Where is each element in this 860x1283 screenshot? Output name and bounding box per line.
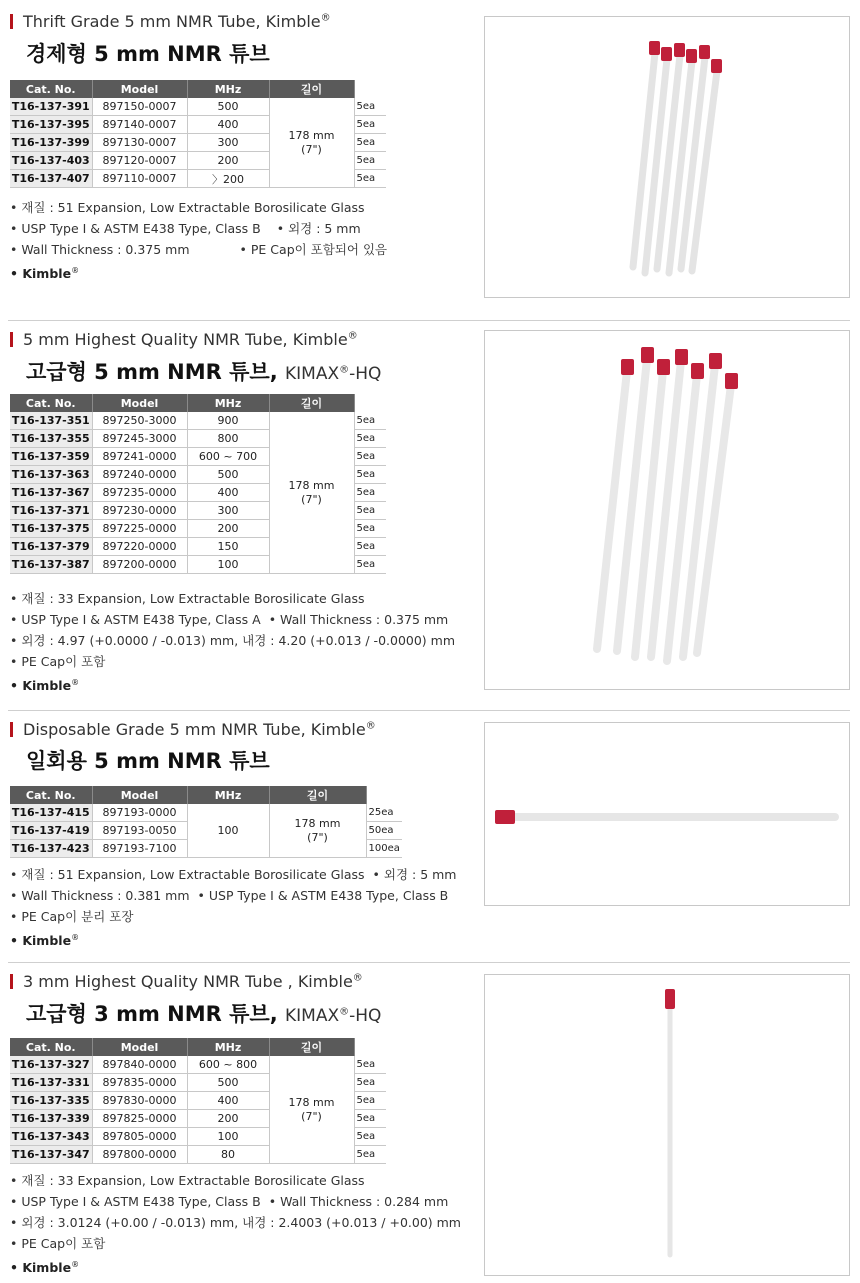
header-cat: Cat. No.: [10, 786, 92, 804]
section2-product-image: [484, 330, 850, 690]
nmr-tube-illustration: [485, 723, 849, 905]
qty: 5ea: [354, 1092, 386, 1110]
mhz: 100: [187, 804, 269, 858]
model: 897240-0000: [92, 466, 187, 484]
section1-title-en: Thrift Grade 5 mm NMR Tube, Kimble®: [10, 12, 331, 31]
section4-table: [10, 1038, 386, 1164]
model: 897200-0000: [92, 556, 187, 574]
cat-no: T16-137-375: [10, 520, 92, 538]
model: 897235-0000: [92, 484, 187, 502]
section1-specs: [10, 197, 387, 281]
cat-no: T16-137-391: [10, 98, 92, 116]
header-model: Model: [92, 80, 187, 98]
model: 897220-0000: [92, 538, 187, 556]
section2-table: [10, 394, 386, 574]
header-mhz: MHz: [187, 80, 269, 98]
model: 897241-0000: [92, 448, 187, 466]
cat-no: T16-137-387: [10, 556, 92, 574]
header-cat: Cat. No.: [10, 80, 92, 98]
qty: 5ea: [354, 466, 386, 484]
length-cell: 178 mm (7"): [269, 804, 366, 858]
mhz: 100: [187, 1128, 269, 1146]
mhz: 〉200: [187, 170, 269, 188]
model: 897250-3000: [92, 412, 187, 430]
header-model: Model: [92, 394, 187, 412]
cat-no: T16-137-371: [10, 502, 92, 520]
mhz: 600 ~ 700: [187, 448, 269, 466]
header-mhz: MHz: [187, 394, 269, 412]
header-length: 길이: [269, 786, 366, 804]
spec-line: • PE Cap이 포함: [10, 654, 106, 669]
qty: 5ea: [354, 430, 386, 448]
model: 897800-0000: [92, 1146, 187, 1164]
title-marker: [10, 974, 13, 989]
section2-title-ko: 고급형 5 mm NMR 튜브, KIMAX®-HQ: [26, 360, 382, 384]
qty: 5ea: [354, 520, 386, 538]
mhz: 200: [187, 152, 269, 170]
qty: 100ea: [366, 840, 402, 858]
cat-no: T16-137-423: [10, 840, 92, 858]
model: 897193-7100: [92, 840, 187, 858]
cat-no: T16-137-351: [10, 412, 92, 430]
table-row: [10, 1056, 386, 1074]
header-model: Model: [92, 1038, 187, 1056]
mhz: 900: [187, 412, 269, 430]
table-header-row: [10, 1038, 386, 1056]
header-model: Model: [92, 786, 187, 804]
brand-line: • Kimble®: [10, 933, 80, 949]
nmr-tubes-illustration: [485, 331, 849, 689]
cat-no: T16-137-367: [10, 484, 92, 502]
brand-line: • Kimble®: [10, 266, 80, 282]
model: 897245-3000: [92, 430, 187, 448]
cat-no: T16-137-379: [10, 538, 92, 556]
section1-table: [10, 80, 386, 188]
mhz: 200: [187, 520, 269, 538]
title-marker: [10, 332, 13, 347]
length-cell: 178 mm (7"): [269, 412, 354, 574]
spec-line: • USP Type Ⅰ & ASTM E438 Type, Class B • Wall Thickness : 0.284 mm: [10, 1194, 449, 1209]
mhz: 300: [187, 134, 269, 152]
model: 897150-0007: [92, 98, 187, 116]
qty: 5ea: [354, 1146, 386, 1164]
spec-line: • 재질 : 51 Expansion, Low Extractable Borosilicate Glass: [10, 200, 365, 215]
table-header-row: [10, 394, 386, 412]
cat-no: T16-137-395: [10, 116, 92, 134]
model: 897130-0007: [92, 134, 187, 152]
header-cat: Cat. No.: [10, 1038, 92, 1056]
cat-no: T16-137-343: [10, 1128, 92, 1146]
spec-line: • PE Cap이 포함: [10, 1236, 106, 1251]
qty: 5ea: [354, 1128, 386, 1146]
title-marker: [10, 722, 13, 737]
qty: 5ea: [354, 412, 386, 430]
spec-line: • 외경 : 3.0124 (+0.00 / -0.013) mm, 내경 : 2.4003 (+0.013 / +0.00) mm: [10, 1215, 461, 1230]
section1-title-ko: 경제형 5 mm NMR 튜브: [26, 42, 270, 66]
mhz: 400: [187, 1092, 269, 1110]
qty: 5ea: [354, 556, 386, 574]
spec-line: • 재질 : 51 Expansion, Low Extractable Borosilicate Glass • 외경 : 5 mm: [10, 867, 457, 882]
table-row: [10, 412, 386, 430]
qty: 5ea: [354, 1074, 386, 1092]
brand-line: • Kimble®: [10, 678, 80, 694]
model: 897193-0000: [92, 804, 187, 822]
mhz: 500: [187, 98, 269, 116]
header-mhz: MHz: [187, 786, 269, 804]
qty: 5ea: [354, 448, 386, 466]
cat-no: T16-137-327: [10, 1056, 92, 1074]
mhz: 500: [187, 1074, 269, 1092]
cat-no: T16-137-403: [10, 152, 92, 170]
section-divider: [8, 320, 850, 321]
qty: 5ea: [354, 1056, 386, 1074]
spec-line: • USP Type Ⅰ & ASTM E438 Type, Class A • Wall Thickness : 0.375 mm: [10, 612, 449, 627]
mhz: 400: [187, 484, 269, 502]
cat-no: T16-137-331: [10, 1074, 92, 1092]
section3-table: [10, 786, 402, 858]
spec-line: • Wall Thickness : 0.381 mm • USP Type Ⅰ & ASTM E438 Type, Class B: [10, 888, 449, 903]
mhz: 80: [187, 1146, 269, 1164]
mhz: 200: [187, 1110, 269, 1128]
section3-specs: [10, 864, 456, 948]
qty: 5ea: [354, 98, 386, 116]
section3-product-image: [484, 722, 850, 906]
cat-no: T16-137-407: [10, 170, 92, 188]
cat-no: T16-137-347: [10, 1146, 92, 1164]
table-row: [10, 804, 402, 822]
cat-no: T16-137-419: [10, 822, 92, 840]
model: 897805-0000: [92, 1128, 187, 1146]
mhz: 800: [187, 430, 269, 448]
mhz: 500: [187, 466, 269, 484]
mhz: 600 ~ 800: [187, 1056, 269, 1074]
mhz: 100: [187, 556, 269, 574]
model: 897193-0050: [92, 822, 187, 840]
model: 897825-0000: [92, 1110, 187, 1128]
header-mhz: MHz: [187, 1038, 269, 1056]
model: 897830-0000: [92, 1092, 187, 1110]
spec-line: • 재질 : 33 Expansion, Low Extractable Borosilicate Glass: [10, 1173, 365, 1188]
cat-no: T16-137-363: [10, 466, 92, 484]
nmr-tube-illustration: [485, 975, 849, 1275]
section4-title-ko: 고급형 3 mm NMR 튜브, KIMAX®-HQ: [26, 1002, 382, 1026]
section3-title-ko: 일회용 5 mm NMR 튜브: [26, 749, 270, 773]
model: 897110-0007: [92, 170, 187, 188]
section2-specs: [10, 588, 455, 693]
qty: 5ea: [354, 116, 386, 134]
section3-title-en: Disposable Grade 5 mm NMR Tube, Kimble®: [10, 720, 376, 739]
qty: 50ea: [366, 822, 402, 840]
spec-line: • 외경 : 4.97 (+0.0000 / -0.013) mm, 내경 : 4.20 (+0.013 / -0.0000) mm: [10, 633, 456, 648]
cat-no: T16-137-335: [10, 1092, 92, 1110]
cat-no: T16-137-415: [10, 804, 92, 822]
cat-no: T16-137-355: [10, 430, 92, 448]
brand-line: • Kimble®: [10, 1260, 80, 1276]
nmr-tubes-illustration: [485, 17, 849, 297]
section-divider: [8, 710, 850, 711]
header-length: 길이: [269, 1038, 354, 1056]
title-marker: [10, 14, 13, 29]
model: 897140-0007: [92, 116, 187, 134]
section4-specs: [10, 1170, 461, 1275]
spec-line: • Wall Thickness : 0.375 mm • PE Cap이 포함되어 있음: [10, 242, 388, 257]
header-length: 길이: [269, 80, 354, 98]
model: 897225-0000: [92, 520, 187, 538]
cat-no: T16-137-359: [10, 448, 92, 466]
spec-line: • PE Cap이 분리 포장: [10, 909, 134, 924]
qty: 5ea: [354, 484, 386, 502]
spec-line: • USP Type Ⅰ & ASTM E438 Type, Class B • 외경 : 5 mm: [10, 221, 361, 236]
model: 897120-0007: [92, 152, 187, 170]
qty: 25ea: [366, 804, 402, 822]
qty: 5ea: [354, 538, 386, 556]
qty: 5ea: [354, 1110, 386, 1128]
mhz: 300: [187, 502, 269, 520]
model: 897835-0000: [92, 1074, 187, 1092]
length-cell: 178 mm (7"): [269, 1056, 354, 1164]
qty: 5ea: [354, 152, 386, 170]
mhz: 150: [187, 538, 269, 556]
section4-title-en: 3 mm Highest Quality NMR Tube , Kimble®: [10, 972, 363, 991]
cat-no: T16-137-399: [10, 134, 92, 152]
section-divider: [8, 962, 850, 963]
qty: 5ea: [354, 170, 386, 188]
model: 897840-0000: [92, 1056, 187, 1074]
section1-product-image: [484, 16, 850, 298]
spec-line: • 재질 : 33 Expansion, Low Extractable Borosilicate Glass: [10, 591, 365, 606]
section2-title-en: 5 mm Highest Quality NMR Tube, Kimble®: [10, 330, 358, 349]
header-cat: Cat. No.: [10, 394, 92, 412]
header-length: 길이: [269, 394, 354, 412]
qty: 5ea: [354, 134, 386, 152]
qty: 5ea: [354, 502, 386, 520]
section4-product-image: [484, 974, 850, 1276]
model: 897230-0000: [92, 502, 187, 520]
cat-no: T16-137-339: [10, 1110, 92, 1128]
table-header-row: [10, 80, 386, 98]
table-row: [10, 98, 386, 116]
mhz: 400: [187, 116, 269, 134]
length-cell: 178 mm (7"): [269, 98, 354, 188]
table-header-row: [10, 786, 402, 804]
